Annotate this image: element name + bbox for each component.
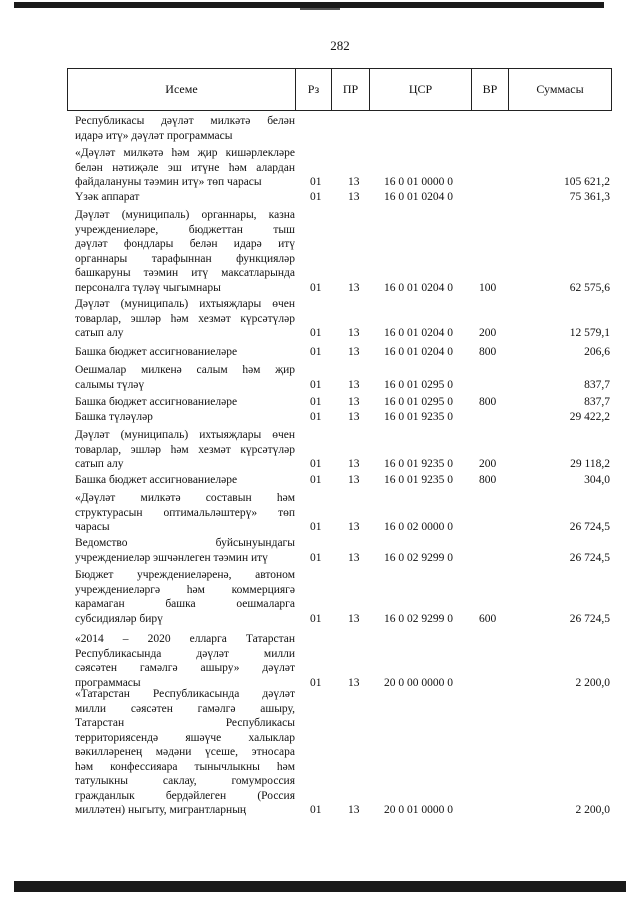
row-rz: 01 — [310, 346, 322, 358]
row-csr: 16 0 02 0000 0 — [384, 521, 453, 533]
row-rz: 01 — [310, 396, 322, 408]
description-line: белән нәтиҗәле эш итүне һәм алардан — [75, 161, 295, 174]
row-sum: 206,6 — [584, 346, 610, 358]
description-line: Башка бюджет ассигнованиеләре — [75, 346, 238, 358]
row-vr: 800 — [479, 474, 497, 486]
row-csr: 16 0 01 0204 0 — [384, 281, 453, 294]
row-description — [75, 345, 295, 360]
row-description — [75, 146, 295, 190]
table-header — [67, 68, 612, 111]
description-line: «2014 – 2020 елларга Татарстан — [75, 633, 295, 645]
description-line: Бюджет учреждениеләренә, автоном — [75, 569, 295, 581]
row-rz: 01 — [310, 676, 322, 689]
row-description — [75, 297, 295, 341]
row-sum: 12 579,1 — [569, 327, 610, 339]
row-vr: 800 — [479, 396, 497, 408]
description-line: субсидияләр бирү — [75, 612, 163, 625]
description-line: вәкилләренең мәдәни үсеше, этносара — [75, 746, 295, 758]
row-csr: 16 0 01 0204 0 — [384, 327, 453, 339]
row-csr: 16 0 01 0204 0 — [384, 346, 453, 358]
description-line: Республикасы дәүләт милкәтә белән — [75, 115, 295, 127]
description-line: «Дәүләт милкәтә һәм җир кишәрлекләре — [75, 147, 295, 159]
row-rz: 01 — [310, 521, 322, 533]
row-description — [75, 536, 295, 565]
header-sum: Суммасы — [536, 82, 584, 96]
description-line: Оешмалар милкенә салым һәм җир — [75, 364, 295, 376]
row-sum: 837,7 — [584, 396, 610, 408]
row-sum: 26 724,5 — [569, 612, 610, 625]
description-line: «Татарстан Республикасында дәүләт — [75, 688, 295, 700]
row-description — [75, 114, 295, 143]
description-line: Дәүләт (муниципаль) ихтыяҗлары өчен — [75, 298, 295, 310]
row-pr: 13 — [348, 612, 360, 625]
description-line: территориясендә яшәүче халыклар — [75, 731, 295, 744]
row-rz: 01 — [310, 474, 322, 486]
row-csr: 20 0 00 0000 0 — [384, 676, 453, 689]
row-sum: 105 621,2 — [564, 176, 610, 188]
row-description — [75, 363, 295, 392]
header-vr: ВР — [472, 69, 509, 110]
row-rz: 01 — [310, 327, 322, 339]
row-sum: 26 724,5 — [569, 551, 610, 564]
description-line: Башка түләүләр — [75, 411, 153, 423]
description-line: структурасын оптимальләштерү» төп — [75, 506, 295, 519]
row-sum: 62 575,6 — [569, 281, 610, 294]
row-vr: 100 — [479, 281, 497, 294]
description-line: татулыкны саклау, гомумроссия — [75, 775, 295, 787]
row-rz: 01 — [310, 281, 322, 294]
page-number: 282 — [330, 38, 350, 53]
description-line: учреждениеләр эшчәнлеген тәэмин итү — [75, 551, 268, 564]
description-line: «Дәүләт милкәтә составын һәм — [75, 492, 295, 504]
header-pr: ПР — [332, 69, 370, 110]
description-line: гражданлык бердәйлеген (Россия — [75, 789, 295, 802]
row-description — [75, 190, 295, 205]
header-rz: Рз — [296, 69, 332, 110]
row-pr: 13 — [348, 676, 360, 689]
row-pr: 13 — [348, 804, 360, 816]
description-line: салымы түләү — [75, 378, 145, 391]
description-line: Республикасында дәүләт милли — [75, 647, 295, 660]
row-csr: 16 0 01 0000 0 — [384, 176, 453, 188]
description-line: файдалануны тәэмин итү» төп чарасы — [75, 176, 262, 188]
description-line: Ведомство буйсынуындагы — [75, 537, 295, 549]
description-line: башкаруны тәэмин итү максатларында — [75, 267, 295, 279]
row-sum: 2 200,0 — [575, 804, 610, 816]
row-vr: 800 — [479, 346, 497, 358]
row-rz: 01 — [310, 191, 322, 203]
scan-edge-bottom — [14, 881, 626, 892]
row-pr: 13 — [348, 521, 360, 533]
row-pr: 13 — [348, 176, 360, 188]
row-pr: 13 — [348, 191, 360, 203]
description-line: идарә итү» дәүләт программасы — [75, 129, 233, 142]
row-vr: 200 — [479, 327, 497, 339]
row-pr: 13 — [348, 411, 360, 423]
row-csr: 16 0 01 9235 0 — [384, 411, 453, 423]
row-csr: 16 0 01 0295 0 — [384, 378, 453, 391]
row-csr: 16 0 02 9299 0 — [384, 551, 453, 564]
row-csr: 16 0 01 9235 0 — [384, 458, 453, 470]
description-line: персоналга түләү чыгымнары — [75, 281, 221, 294]
description-line: Дәүләт (муниципаль) ихтыяҗлары өчен — [75, 429, 295, 441]
row-description — [75, 428, 295, 472]
description-line: программасы — [75, 676, 141, 689]
row-rz: 01 — [310, 551, 322, 564]
description-line: товарлар, эшләр һәм хезмәт күрсәтүләр — [75, 443, 295, 456]
row-sum: 837,7 — [584, 378, 610, 391]
row-pr: 13 — [348, 396, 360, 408]
row-rz: 01 — [310, 612, 322, 625]
row-pr: 13 — [348, 378, 360, 391]
row-vr: 600 — [479, 612, 497, 625]
description-line: учреждениеләре, бюджеттан тыш — [75, 223, 295, 236]
description-line: чарасы — [75, 521, 110, 533]
description-line: карамаган башка оешмаларга — [75, 598, 295, 610]
description-line: Үзәк аппарат — [75, 191, 140, 203]
row-rz: 01 — [310, 804, 322, 816]
row-rz: 01 — [310, 411, 322, 423]
row-sum: 29 422,2 — [569, 411, 610, 423]
row-rz: 01 — [310, 458, 322, 470]
header-name: Исеме — [68, 69, 296, 110]
description-line: учреждениеләргә һәм коммерциягә — [75, 583, 295, 596]
header-csr: ЦСР — [370, 69, 472, 110]
row-sum: 75 361,3 — [569, 191, 610, 203]
row-pr: 13 — [348, 551, 360, 564]
row-csr: 16 0 01 0204 0 — [384, 191, 453, 203]
description-line: сатып алу — [75, 458, 124, 470]
description-line: Башка бюджет ассигнованиеләре — [75, 474, 238, 486]
description-line: сатып алу — [75, 327, 124, 339]
row-description — [75, 410, 295, 425]
row-rz: 01 — [310, 378, 322, 391]
row-description — [75, 568, 295, 626]
row-csr: 20 0 01 0000 0 — [384, 804, 453, 816]
row-pr: 13 — [348, 327, 360, 339]
row-csr: 16 0 02 9299 0 — [384, 612, 453, 625]
row-sum: 304,0 — [584, 474, 610, 486]
description-line: һәм конфессияара тынычлыкны һәм — [75, 760, 295, 773]
description-line: милли сәясәтен гамәлгә ашыру, — [75, 702, 295, 715]
row-description — [75, 395, 295, 410]
row-pr: 13 — [348, 474, 360, 486]
description-line: милләтен) ныгыту, мигрантларның — [75, 804, 247, 816]
scan-mark — [300, 8, 340, 10]
row-csr: 16 0 01 0295 0 — [384, 396, 453, 408]
row-sum: 26 724,5 — [569, 521, 610, 533]
row-pr: 13 — [348, 458, 360, 470]
description-line: сәясәтен гамәлгә ашыру» дәүләт — [75, 662, 295, 674]
row-pr: 13 — [348, 281, 360, 294]
description-line: Дәүләт (муниципаль) органнары, казна — [75, 209, 295, 221]
row-description — [75, 208, 295, 295]
row-description — [75, 473, 295, 488]
row-sum: 2 200,0 — [575, 676, 610, 689]
description-line: Татарстан Республикасы — [75, 717, 295, 729]
row-rz: 01 — [310, 176, 322, 188]
description-line: товарлар, эшләр һәм хезмәт күрсәтүләр — [75, 312, 295, 325]
description-line: органнары тарафыннан функцияләр — [75, 252, 295, 265]
description-line: Башка бюджет ассигнованиеләре — [75, 396, 238, 408]
row-description — [75, 632, 295, 690]
row-description — [75, 687, 295, 818]
row-vr: 200 — [479, 458, 497, 470]
description-line: дәүләт фондлары белән идарә итү — [75, 238, 295, 250]
row-pr: 13 — [348, 346, 360, 358]
row-csr: 16 0 01 9235 0 — [384, 474, 453, 486]
row-description — [75, 491, 295, 535]
row-sum: 29 118,2 — [570, 458, 610, 470]
